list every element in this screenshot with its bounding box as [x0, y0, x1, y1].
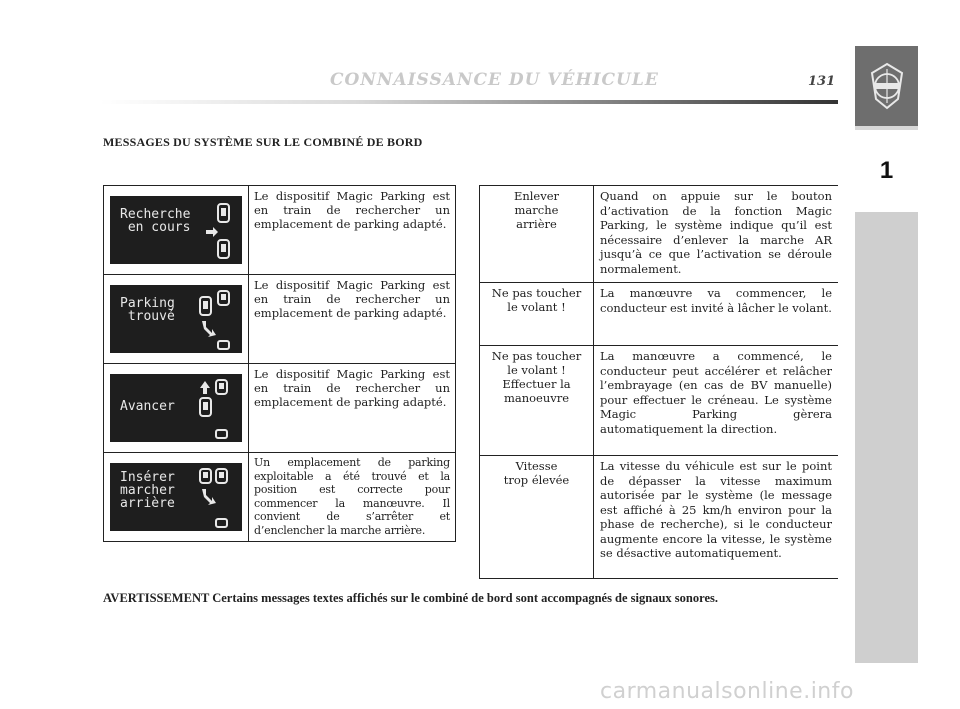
left-table: [103, 185, 456, 542]
explanation: La vitesse du véhicule est sur le point de dépasser la vitesse maximum autorisée par le système (le message est affiché à 25 km/h environ pour la phase de recherche), si le conducteur augmente encore la vitesse, le système se désactive automatiquement.: [600, 459, 832, 560]
message-line: le volant !: [507, 300, 566, 314]
move-forward-icon: [196, 378, 236, 440]
explanation: Quand on appuie sur le bouton d’activation de la fonction Magic Parking, le système indique qu’il est nécessaire d’enlever la marche AR jusqu’à ce que l’activation se déroule normalement.: [600, 189, 832, 276]
message-line: manoeuvre: [503, 391, 570, 405]
message-cell: [480, 456, 594, 578]
message-line: Enlever: [513, 189, 560, 203]
lcd-display: [110, 196, 242, 264]
lcd-text: Insérer marcher arrière: [120, 470, 175, 511]
message-line: trop élevée: [503, 473, 570, 487]
display-cell: [104, 364, 249, 452]
chapter-number: 1: [855, 130, 918, 212]
message-line: Vitesse: [515, 459, 558, 473]
lcd-text: Avancer: [120, 399, 175, 414]
explanation: La manœuvre va commencer, le conducteur est invité à lâcher le volant.: [600, 286, 832, 315]
cars-searching-icon: [202, 200, 236, 262]
watermark: carmanualsonline.info: [600, 679, 854, 704]
page-number: 131: [808, 74, 836, 89]
section-title: MESSAGES DU SYSTÈME SUR LE COMBINÉ DE BORD: [103, 135, 423, 149]
description: Le dispositif Magic Parking est en train de rechercher un emplacement de parking adapté.: [254, 367, 450, 409]
table-row: [104, 186, 455, 274]
parking-found-icon: [196, 289, 236, 351]
table-row: [480, 282, 838, 345]
message-line: arrière: [516, 217, 557, 231]
message-line: Ne pas toucher: [491, 286, 582, 300]
message-cell: [480, 346, 594, 455]
table-row: [480, 186, 838, 282]
message-line: Ne pas toucher: [491, 349, 582, 363]
right-table: [479, 185, 838, 579]
lcd-text: Parking trouvé: [120, 296, 175, 324]
table-row: [104, 363, 455, 452]
lcd-display: [110, 374, 242, 442]
lancia-logo-icon: [868, 61, 906, 111]
message-line: Effectuer la: [502, 377, 571, 391]
message-line: le volant !: [507, 363, 566, 377]
lcd-display: [110, 285, 242, 353]
display-cell: [104, 453, 249, 541]
header-rule: [100, 100, 838, 104]
description: Le dispositif Magic Parking est en train de rechercher un emplacement de parking adapté.: [254, 189, 450, 231]
display-cell: [104, 275, 249, 363]
logo-box: [855, 46, 918, 126]
table-row: [104, 452, 455, 541]
warning-note: AVERTISSEMENT Certains messages textes affichés sur le combiné de bord sont accompagnés de signaux sonores.: [103, 591, 718, 605]
explanation: La manœuvre a commencé, le conducteur peut accélérer et relâcher l’embrayage (en cas de BV manuelle) pour effectuer le créneau. Le système Magic Parking gèrera automatiquement la direction.: [600, 349, 832, 436]
lcd-text: Recherche en cours: [120, 207, 191, 235]
reverse-gear-icon: [196, 467, 236, 529]
description: Le dispositif Magic Parking est en train de rechercher un emplacement de parking adapté.: [254, 278, 450, 320]
display-cell: [104, 186, 249, 274]
table-row: [104, 274, 455, 363]
message-cell: [480, 283, 594, 345]
description: Un emplacement de parking exploitable a été trouvé et la position est correcte pour commencer la manœuvre. Il convient de s’arrêter et d’enclencher la marche arrière.: [254, 456, 450, 537]
header-title: CONNAISSANCE DU VÉHICULE: [330, 70, 659, 90]
table-row: [480, 455, 838, 578]
table-row: [480, 345, 838, 455]
message-cell: [480, 186, 594, 282]
message-line: marche: [514, 203, 559, 217]
tab-filler: [855, 212, 918, 663]
lcd-display: [110, 463, 242, 531]
side-tab: [855, 46, 918, 663]
